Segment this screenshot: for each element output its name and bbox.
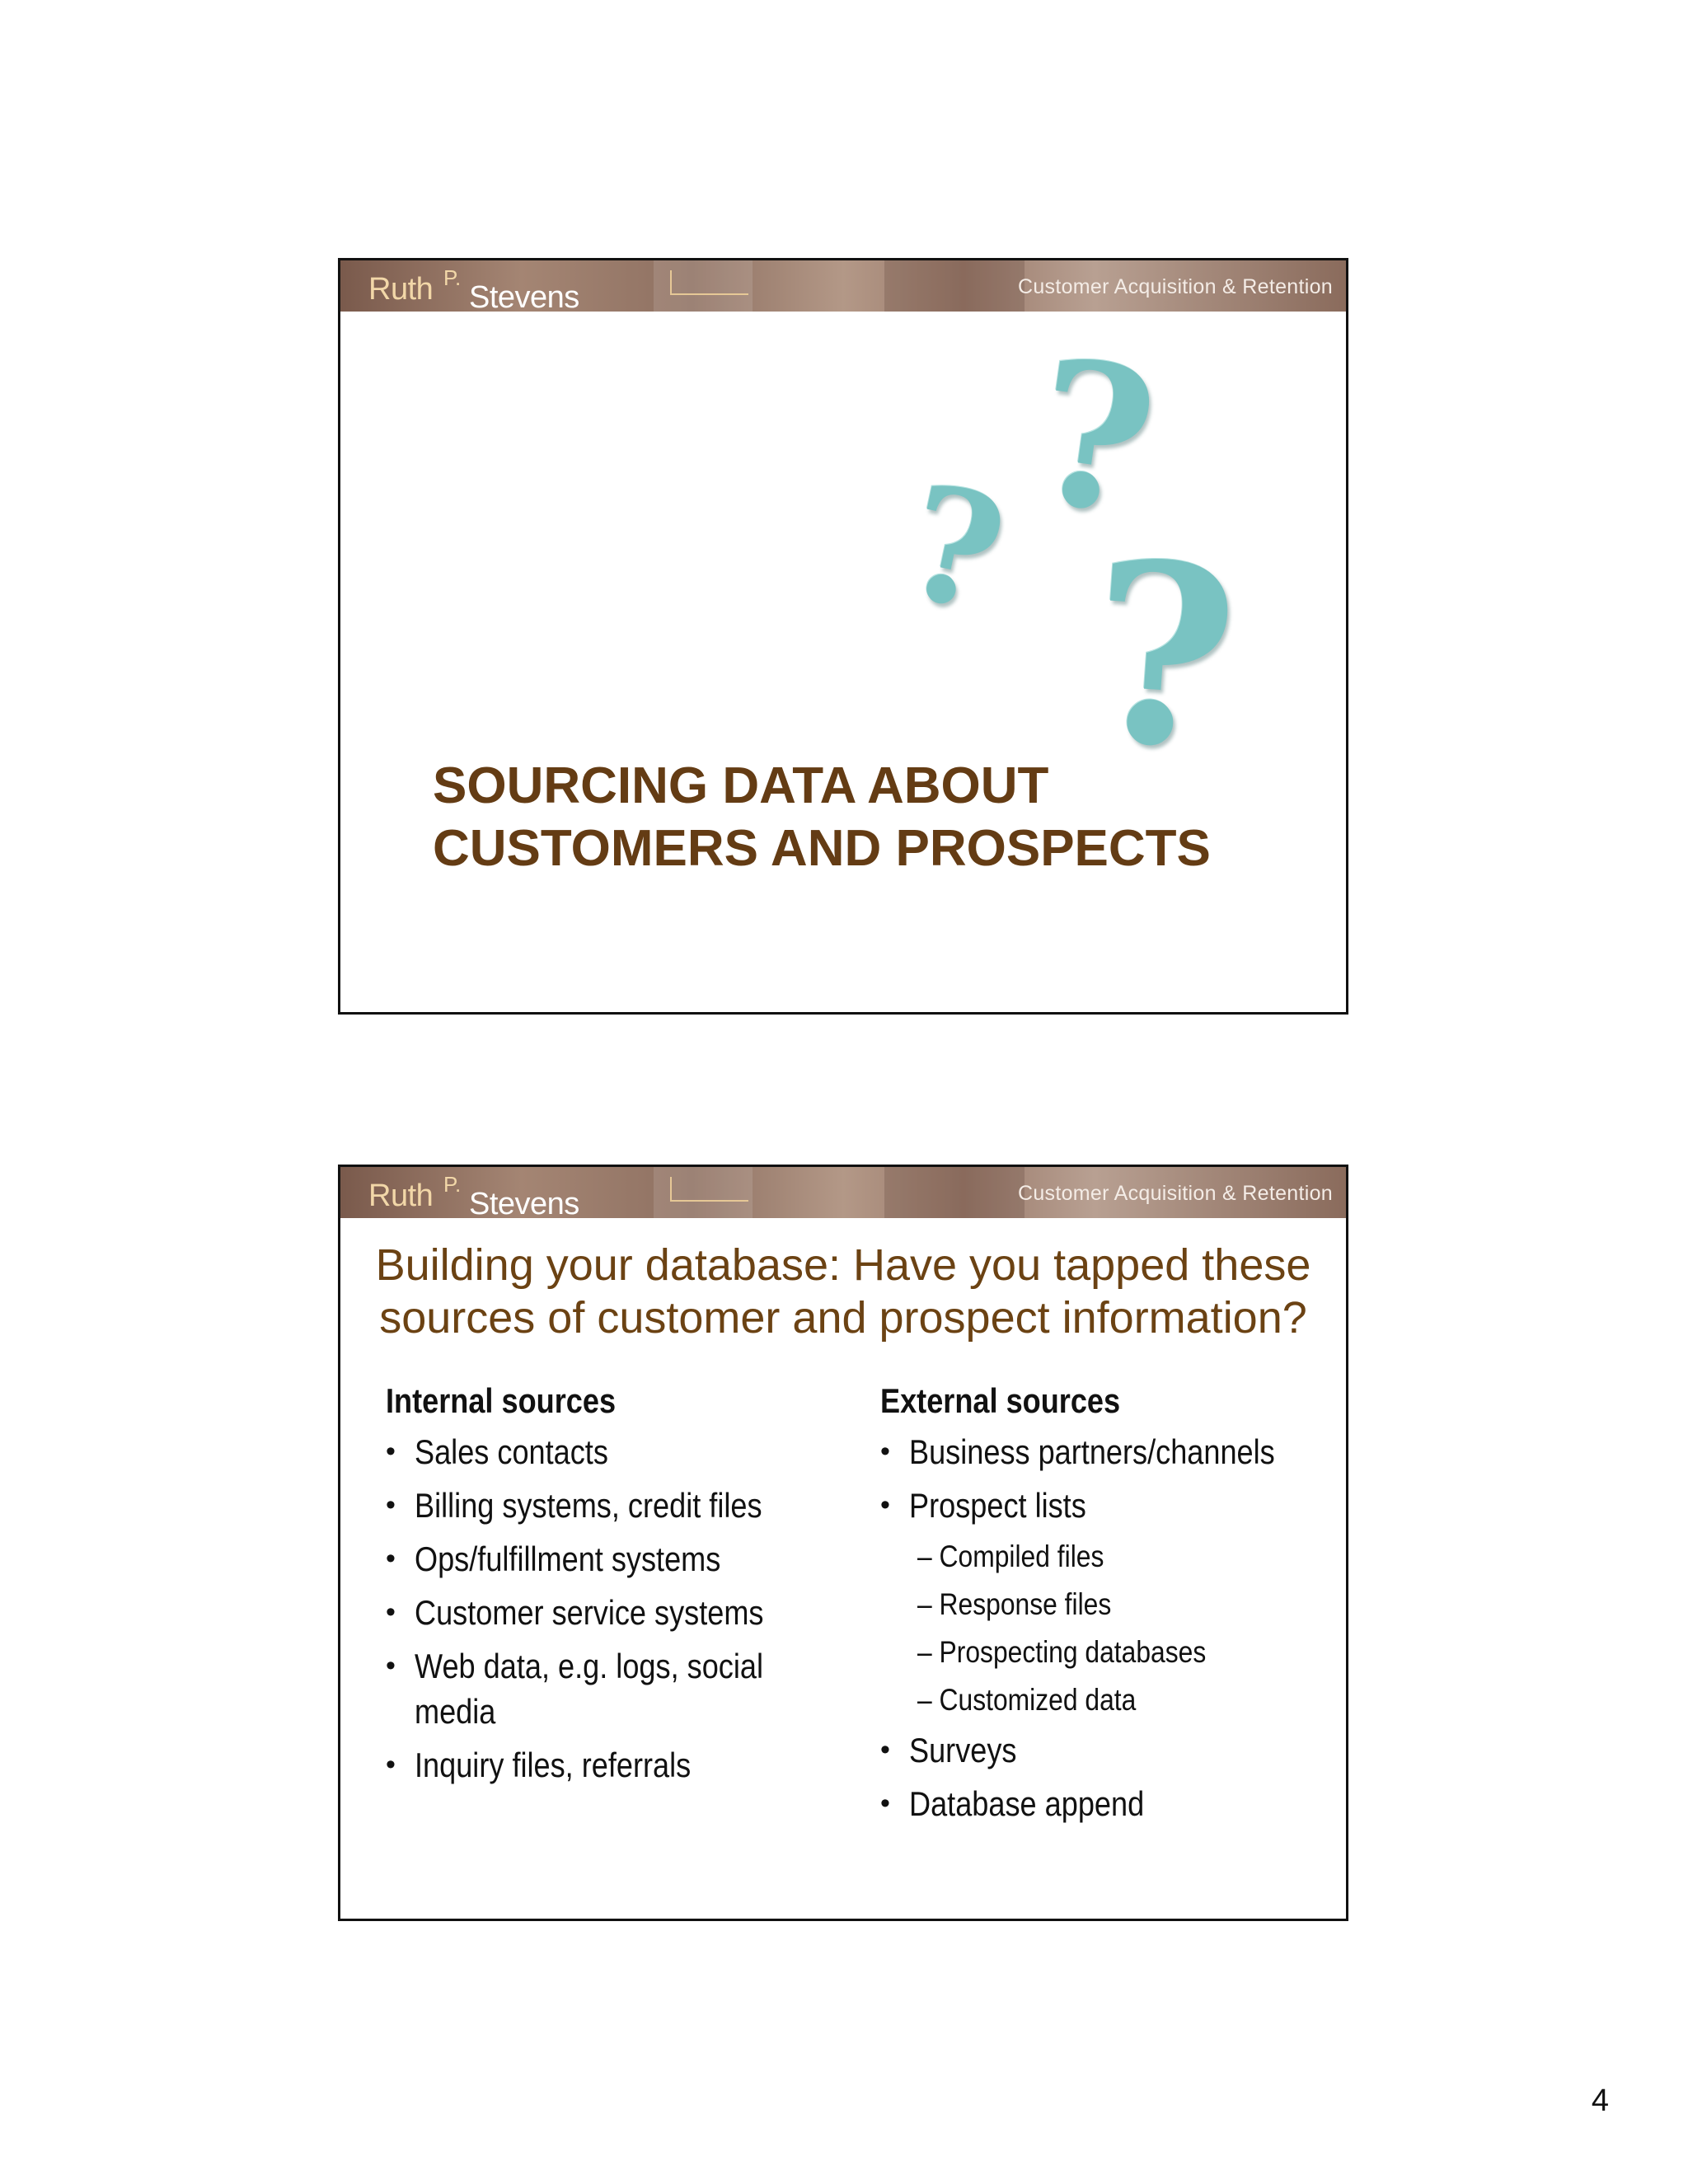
- list-item: • Database append: [880, 1781, 1342, 1826]
- list-item: • Surveys: [880, 1727, 1342, 1773]
- list-item: • Web data, e.g. logs, social media: [386, 1643, 802, 1734]
- slide-header-banner: Ruth P. Stevens Customer Acquisition & Retention: [340, 260, 1346, 312]
- question-mark-icon: ?: [1080, 505, 1245, 806]
- sub-list-item: – Compiled files: [917, 1540, 1104, 1573]
- list-item: • Sales contacts: [386, 1429, 847, 1474]
- list-item: • Inquiry files, referrals: [386, 1742, 847, 1788]
- external-sources-list: [880, 1429, 1342, 1826]
- internal-sources-list: [386, 1429, 847, 1788]
- question-mark-icon: ?: [1021, 314, 1169, 561]
- sub-list-item: – Prospecting databases: [917, 1635, 1207, 1669]
- internal-sources-column: [386, 1381, 847, 1796]
- slide-header-banner: Ruth P. Stevens Customer Acquisition & Retention: [340, 1167, 1346, 1218]
- sub-list-item: – Response files: [917, 1587, 1112, 1621]
- list-item: • Ops/fulfillment systems: [386, 1536, 847, 1582]
- question-mark-icon: ?: [891, 448, 1020, 649]
- header-tagline: Customer Acquisition & Retention: [1017, 1182, 1333, 1205]
- slide-2-title: Building your database: Have you tapped these sources of customer and prospect information?: [375, 1240, 1311, 1343]
- list-item: • Billing systems, credit files: [386, 1483, 847, 1528]
- list-item: • Customer service systems: [386, 1590, 847, 1635]
- external-sources-heading: External sources: [880, 1381, 1121, 1420]
- slide-1-title: SOURCING DATA ABOUT CUSTOMERS AND PROSPECTS: [433, 757, 1211, 877]
- page-number: 4: [1591, 2083, 1609, 2118]
- internal-sources-heading: Internal sources: [386, 1381, 617, 1420]
- list-item: • Prospect lists: [880, 1483, 1342, 1528]
- list-item: • Business partners/channels: [880, 1429, 1342, 1474]
- sub-list-item: – Customized data: [917, 1683, 1137, 1717]
- external-sources-column: [880, 1381, 1342, 1835]
- header-tagline: Customer Acquisition & Retention: [1017, 275, 1333, 298]
- slide-2: [338, 1165, 1348, 1921]
- slide-1: [338, 258, 1348, 1015]
